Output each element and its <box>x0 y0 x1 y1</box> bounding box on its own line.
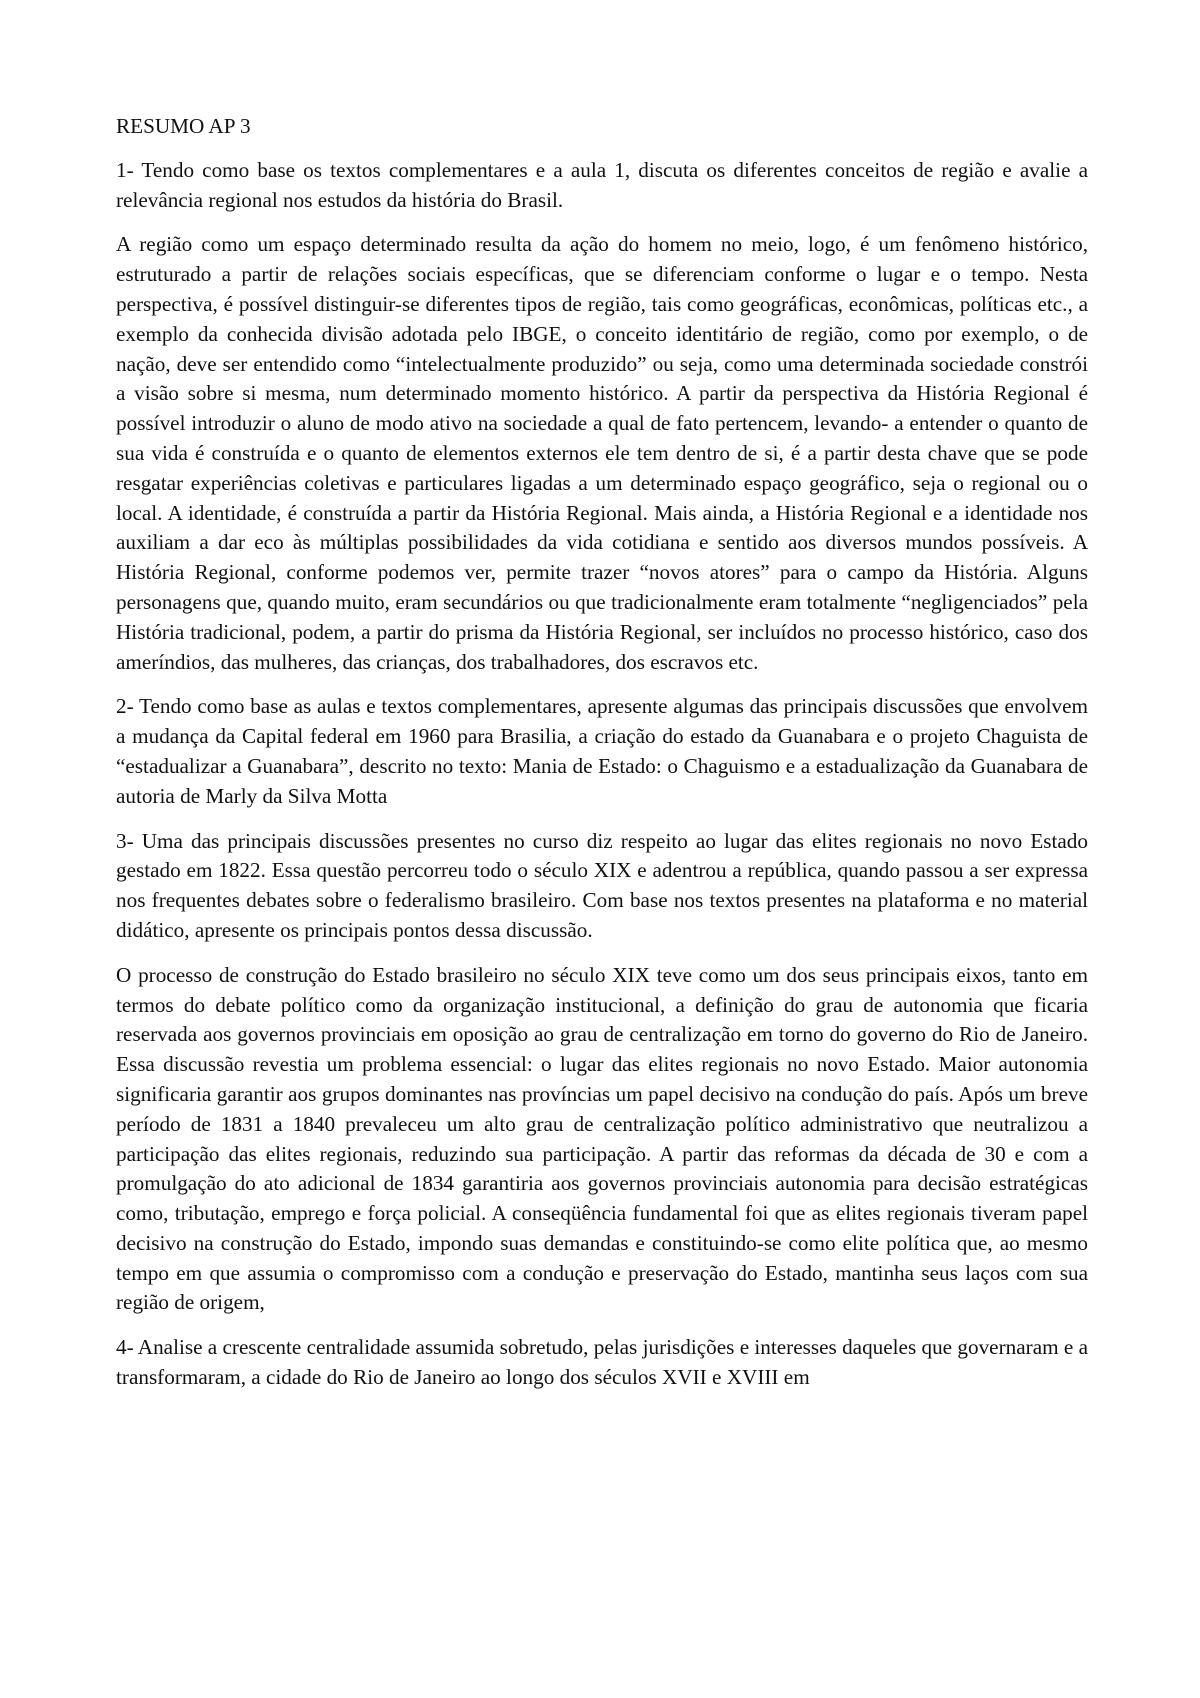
question-2: 2- Tendo como base as aulas e textos complementares, apresente algumas das principais discussões que envolvem a mudança da Capital federal em 1960 para Brasilia, a criação do estado da Guanabara e o projeto Chaguista de “estadualizar a Guanabara”, descrito no texto: Mania de Estado: o Chaguismo e a estadualização da Guanabara de autoria de Marly da Silva Motta <box>116 694 1088 808</box>
question-1: 1- Tendo como base os textos complementares e a aula 1, discuta os diferentes conceitos de região e avalie a relevância regional nos estudos da história do Brasil. <box>116 157 1088 212</box>
answer-3: O processo de construção do Estado brasileiro no século XIX teve como um dos seus principais eixos, tanto em termos do debate político como da organização institucional, a definição do grau de autonomia que ficaria reservada aos governos provinciais em oposição ao grau de centralização em torno do governo do Rio de Janeiro. Essa discussão revestia um problema essencial: o lugar das elites regionais no novo Estado. Maior autonomia significaria garantir aos grupos dominantes nas províncias um papel decisivo na condução do país. Após um breve período de 1831 a 1840 prevaleceu um alto grau de centralização político administrativo que neutralizou a participação das elites regionais, reduzindo sua participação. A partir das reformas da década de 30 e com a promulgação do ato adicional de 1834 garantiria aos governos provinciais autonomia para decisão estratégicas como, tributação, emprego e força policial. A conseqüência fundamental foi que as elites regionais tiveram papel decisivo na construção do Estado, impondo suas demandas e constituindo-se como elite política que, ao mesmo tempo em que assumia o compromisso com a condução e preservação do Estado, mantinha seus laços com sua região de origem, <box>116 962 1088 1315</box>
question-3: 3- Uma das principais discussões presentes no curso diz respeito ao lugar das elites regionais no novo Estado gestado em 1822. Essa questão percorreu todo o século XIX e adentrou a república, quando passou a ser expressa nos frequentes debates sobre o federalismo brasileiro. Com base nos textos presentes na plataforma e no material didático, apresente os principais pontos dessa discussão. <box>116 828 1088 942</box>
question-4: 4- Analise a crescente centralidade assumida sobretudo, pelas jurisdições e interesses daqueles que governaram e a transformaram, a cidade do Rio de Janeiro ao longo dos séculos XVII e XVIII em <box>116 1335 1088 1390</box>
answer-1: A região como um espaço determinado resulta da ação do homem no meio, logo, é um fenômeno histórico, estruturado a partir de relações sociais específicas, que se diferenciam conforme o lugar e o tempo. Nesta perspectiva, é possível distinguir-se diferentes tipos de região, tais como geográficas, econômicas, políticas etc., a exemplo da conhecida divisão adotada pelo IBGE, o conceito identitário de região, como por exemplo, o de nação, deve ser entendido como “intelectualmente produzido” ou seja, como uma determinada sociedade constrói a visão sobre si mesma, num determinado momento histórico. A partir da perspectiva da História Regional é possível introduzir o aluno de modo ativo na sociedade a qual de fato pertencem, levando- a entender o quanto de sua vida é construída e o quanto de elementos externos ele tem dentro de si, é a partir desta chave que se pode resgatar experiências coletivas e particulares ligadas a um determinado espaço geográfico, seja o regional ou o local. A identidade, é construída a partir da História Regional. Mais ainda, a História Regional e a identidade nos auxiliam a dar eco às múltiplas possibilidades da vida cotidiana e sentido aos diversos mundos possíveis. A História Regional, conforme podemos ver, permite trazer “novos atores” para o campo da História. Alguns personagens que, quando muito, eram secundários ou que tradicionalmente eram totalmente “negligenciados” pela História tradicional, podem, a partir do prisma da História Regional, ser incluídos no processo histórico, caso dos ameríndios, das mulheres, das crianças, dos trabalhadores, dos escravos etc. <box>116 232 1088 674</box>
document-page <box>116 112 1088 1408</box>
document-title: RESUMO AP 3 <box>116 114 251 138</box>
